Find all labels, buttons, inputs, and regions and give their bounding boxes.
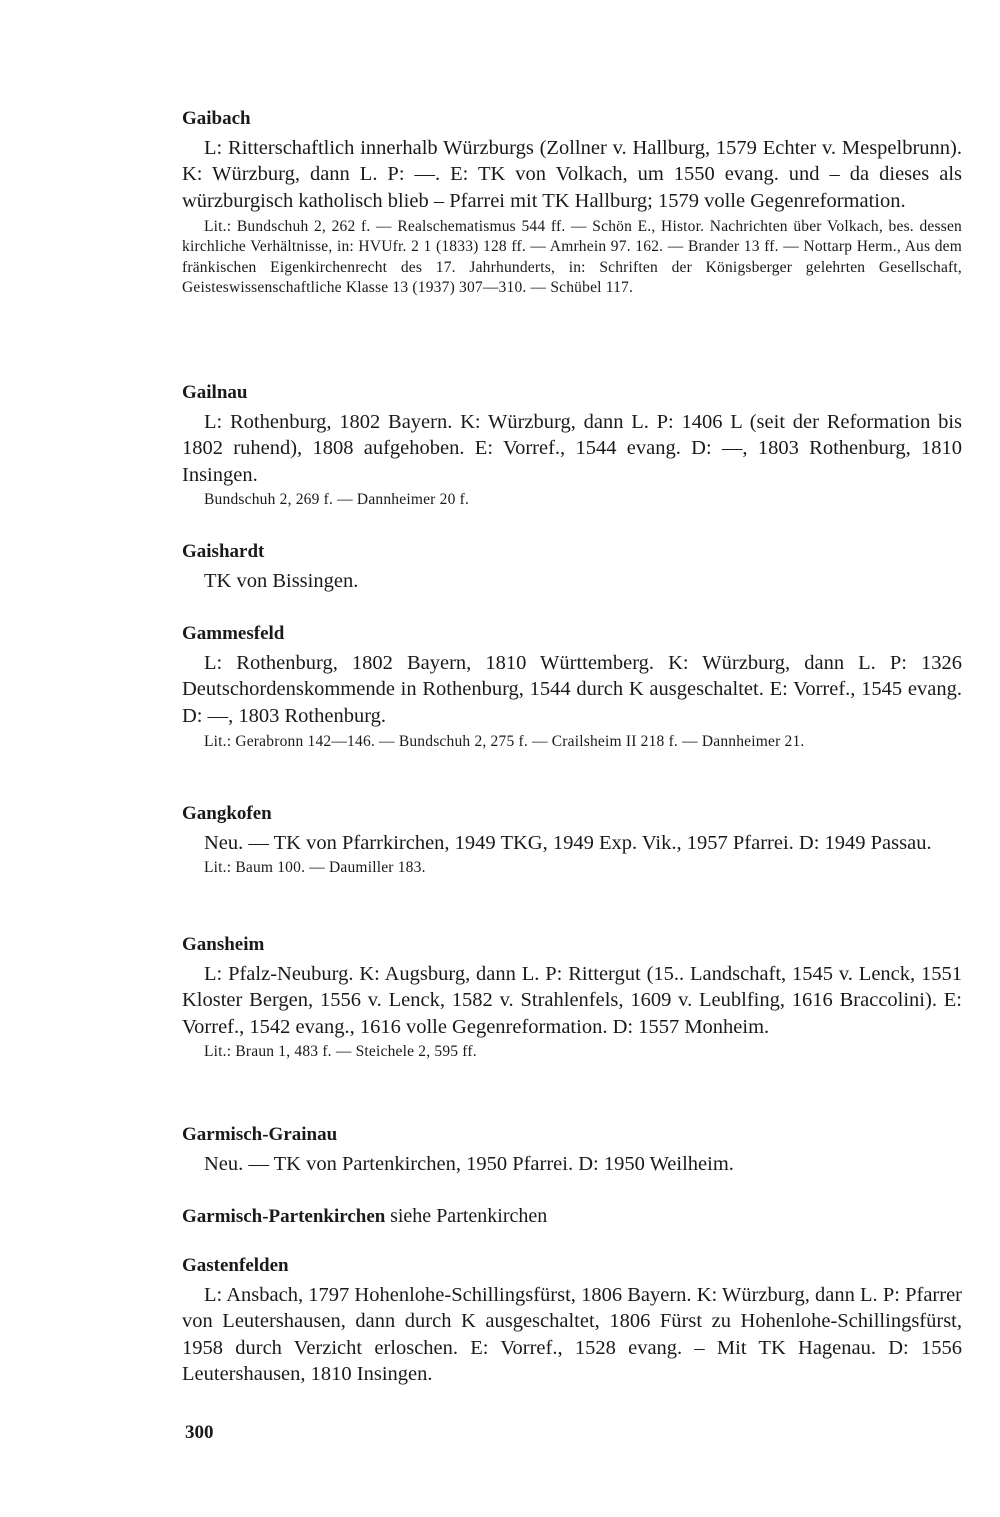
entry-heading: Gansheim	[182, 934, 265, 955]
entry-gaibach	[182, 108, 962, 299]
cross-reference: siehe Partenkirchen	[390, 1205, 548, 1227]
entry-body: L: Ansbach, 1797 Hohenlohe-Schillingsfürst, 1806 Bayern. K: Würzburg, dann L. P: Pfarrer von Leutershausen, dann durch K ausgeschaltet, 1806 Fürst zu Hohenlohe-Schillingsfürst, 1958 durch Verzicht erloschen. E: Vorref., 1528 evang. – Mit TK Hagenau. D: 1556 Leutershausen, 1810 Insingen.	[182, 1284, 962, 1385]
entry-gangkofen	[182, 803, 962, 879]
entry-literature: Lit.: Gerabronn 142—146. — Bundschuh 2, 275 f. — Crailsheim II 218 f. — Dannheimer 21.	[204, 732, 805, 750]
entry-gansheim	[182, 934, 962, 1062]
entry-body: Neu. — TK von Partenkirchen, 1950 Pfarrei. D: 1950 Weilheim.	[204, 1153, 734, 1175]
entry-gammesfeld	[182, 623, 962, 752]
entry-garmisch-partenkirchen	[182, 1205, 962, 1233]
entry-heading: Garmisch-Grainau	[182, 1124, 338, 1145]
entry-heading: Gaishardt	[182, 541, 265, 562]
entry-body: L: Rothenburg, 1802 Bayern. K: Würzburg, dann L. P: 1406 L (seit der Reformation bis 1802 ruhend), 1808 aufgehoben. E: Vorref., 1544 evang. D: —, 1803 Rothenburg, 1810 Insingen.	[182, 411, 962, 486]
page-number: 300	[185, 1422, 214, 1443]
entry-literature: Lit.: Bundschuh 2, 262 f. — Realschematismus 544 ff. — Schön E., Histor. Nachrichten über Volkach, bes. dessen kirchliche Verhältnisse, in: HVUfr. 2 1 (1833) 128 ff. — Amrhein 97. 162. — Brander 13 ff. — Nottarp Herm., Aus dem fränkischen Eigenkirchenrecht des 17. Jahrhunderts, in: Schriften der Königsberger gelehrten Gesellschaft, Geisteswissenschaftliche Klasse 13 (1937) 307—310. — Schübel 117.	[182, 217, 962, 297]
entry-literature: Lit.: Braun 1, 483 f. — Steichele 2, 595 ff.	[204, 1042, 477, 1060]
entry-body: L: Ritterschaftlich innerhalb Würzburgs (Zollner v. Hallburg, 1579 Echter v. Mespelbrunn). K: Würzburg, dann L. P: —. E: TK von Volkach, um 1550 evang. und – da dieses als würzburgisch katholisch blieb – Pfarrei mit TK Hallburg; 1579 volle Gegenreformation.	[182, 137, 962, 212]
entry-body: Neu. — TK von Pfarrkirchen, 1949 TKG, 1949 Exp. Vik., 1957 Pfarrei. D: 1949 Passau.	[204, 832, 932, 854]
entry-heading: Gailnau	[182, 382, 248, 403]
entry-heading: Gangkofen	[182, 803, 272, 824]
entry-heading: Gaibach	[182, 108, 251, 129]
entry-heading	[182, 1205, 962, 1228]
entry-body: L: Rothenburg, 1802 Bayern, 1810 Württemberg. K: Würzburg, dann L. P: 1326 Deutschordenskommende in Rothenburg, 1544 durch K ausgeschaltet. E: Vorref., 1545 evang. D: —, 1803 Rothenburg.	[182, 652, 962, 727]
entry-body: L: Pfalz-Neuburg. K: Augsburg, dann L. P: Rittergut (15.. Landschaft, 1545 v. Lenck, 1551 Kloster Bergen, 1556 v. Lenck, 1582 v. Strahlenfels, 1609 v. Leublfing, 1616 Braccolini). E: Vorref., 1542 evang., 1616 volle Gegenreformation. D: 1557 Monheim.	[182, 963, 962, 1038]
entry-gailnau	[182, 382, 962, 510]
entry-body: TK von Bissingen.	[204, 570, 359, 592]
entry-literature: Bundschuh 2, 269 f. — Dannheimer 20 f.	[204, 490, 470, 508]
entry-heading-text: Garmisch-Partenkirchen	[182, 1206, 386, 1227]
entry-gaishardt	[182, 541, 962, 594]
entry-heading: Gammesfeld	[182, 623, 285, 644]
entry-garmisch-grainau	[182, 1124, 962, 1177]
entry-literature: Lit.: Baum 100. — Daumiller 183.	[204, 859, 426, 877]
entry-gastenfelden	[182, 1255, 962, 1387]
entry-heading: Gastenfelden	[182, 1255, 289, 1276]
